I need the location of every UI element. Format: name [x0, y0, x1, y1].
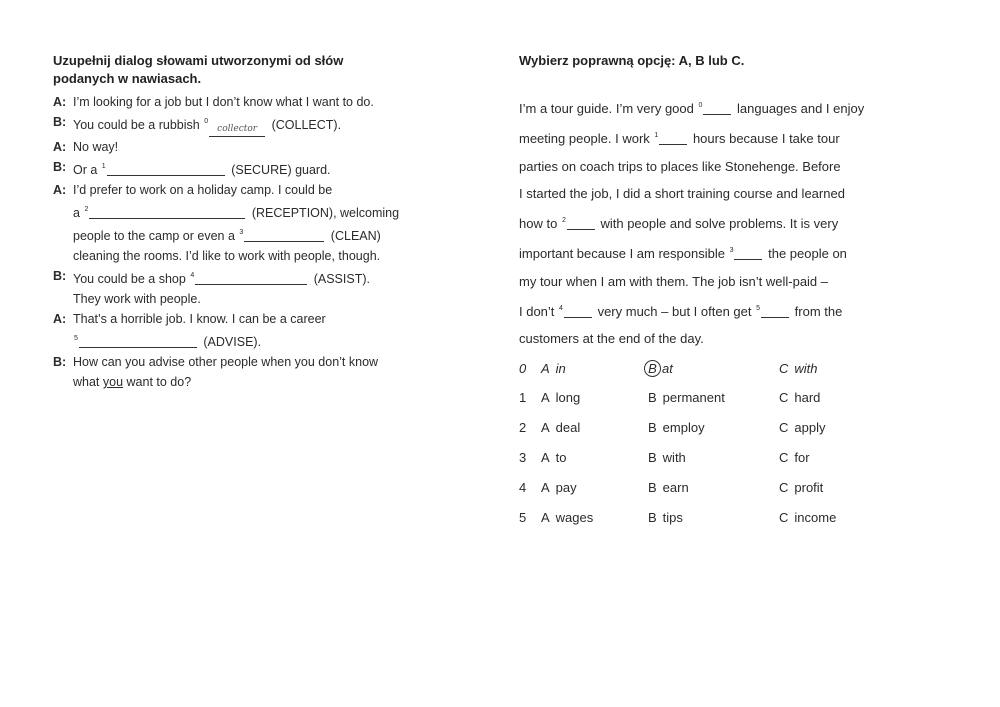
- dialogue-line: B: How can you advise other people when you don’t know what you want to do?: [53, 352, 433, 392]
- option-b-selected[interactable]: B at: [648, 359, 673, 379]
- option-row: 3 A to B with C for: [519, 448, 919, 478]
- dialogue-line: B: Or a $^1$ (SECURE) guard.: [53, 157, 433, 180]
- option-row: 0 A in B at C with: [519, 359, 919, 389]
- exercise-heading: Wybierz poprawną opcję: A, B lub C.: [519, 53, 745, 68]
- option-a[interactable]: A pay: [541, 479, 577, 495]
- text-gap-0[interactable]: [703, 101, 731, 115]
- option-c[interactable]: C hard: [779, 390, 821, 406]
- dialogue-line: A: I’m looking for a job but I don’t know what I want to do.: [53, 92, 433, 112]
- option-row: 5 A wages B tips C income: [519, 508, 919, 538]
- speaker-label: A:: [53, 312, 67, 326]
- option-c[interactable]: C apply: [779, 420, 826, 436]
- exercise-heading: Uzupełnij dialog słowami utworzonymi od słów podanych w nawiasach.: [53, 53, 344, 86]
- speaker-label: B:: [53, 160, 67, 174]
- option-c[interactable]: C profit: [779, 479, 824, 495]
- dialogue-line: B: You could be a rubbish $^0$collector (COLLECT).: [53, 112, 433, 137]
- text-gap-5[interactable]: [761, 304, 789, 318]
- option-c[interactable]: C income: [779, 509, 837, 525]
- exercise-word-formation: [53, 52, 433, 392]
- exercise-multiple-choice: [519, 52, 919, 537]
- option-b[interactable]: B employ: [648, 420, 705, 436]
- answer-options: [519, 359, 919, 538]
- reading-text: I’m a tour guide. I’m very good $^0$ languages and I enjoy meeting people. I work $^1$ hours because I take tour parties on coach trips to places like Stonehenge. Before I started the job, I did a short training course and learned how to $^2$ with people and solve problems. It is very important because I am responsible $^3$ the people on my tour when I am with them. The job isn’t well-paid – I don’t $^4$ very much – but I often get $^5$ from the customers at the end of the day.: [519, 101, 865, 347]
- speaker-label: A:: [53, 183, 67, 197]
- example-answer-gap: collector: [209, 123, 265, 137]
- dialogue-line: A: No way!: [53, 137, 433, 157]
- answer-gap-4[interactable]: [195, 271, 307, 285]
- option-row: 1 A long B permanent C hard: [519, 388, 919, 418]
- text-gap-3[interactable]: [734, 246, 762, 260]
- dialogue-line: A: That’s a horrible job. I know. I can be a career $^5$ (ADVISE).: [53, 309, 433, 352]
- speaker-label: B:: [53, 269, 67, 283]
- option-a[interactable]: A long: [541, 390, 581, 406]
- speaker-label: B:: [53, 115, 67, 129]
- speaker-label: A:: [53, 140, 67, 154]
- text-gap-4[interactable]: [564, 304, 592, 318]
- option-row: 2 A deal B employ C apply: [519, 418, 919, 448]
- option-row: 4 A pay B earn C profit: [519, 478, 919, 508]
- answer-gap-5[interactable]: [79, 334, 197, 348]
- answer-gap-2[interactable]: [89, 205, 245, 219]
- option-b[interactable]: B permanent: [648, 390, 725, 406]
- answer-gap-3[interactable]: [244, 228, 324, 242]
- answer-gap-1[interactable]: [107, 162, 225, 176]
- dialogue-line: A: I’d prefer to work on a holiday camp. I could be a $^2$ (RECEPTION), welcoming people to the camp or even a $^3$ (CLEAN) cleaning the rooms. I’d like to work with people, though.: [53, 180, 433, 266]
- option-a[interactable]: A to: [541, 450, 567, 466]
- option-c[interactable]: C for: [779, 450, 810, 466]
- text-gap-1[interactable]: [659, 131, 687, 145]
- speaker-label: A:: [53, 95, 67, 109]
- dialogue-line: B: You could be a shop $^4$ (ASSIST). They work with people.: [53, 266, 433, 309]
- option-a[interactable]: A wages: [541, 509, 594, 525]
- option-a[interactable]: A deal: [541, 420, 581, 436]
- selected-circle-icon: B: [644, 360, 661, 377]
- option-b[interactable]: B earn: [648, 479, 689, 495]
- option-b[interactable]: B tips: [648, 509, 683, 525]
- option-c[interactable]: C with: [779, 360, 818, 376]
- option-b[interactable]: B with: [648, 450, 686, 466]
- speaker-label: B:: [53, 355, 67, 369]
- option-a[interactable]: A in: [541, 360, 566, 376]
- text-gap-2[interactable]: [567, 216, 595, 230]
